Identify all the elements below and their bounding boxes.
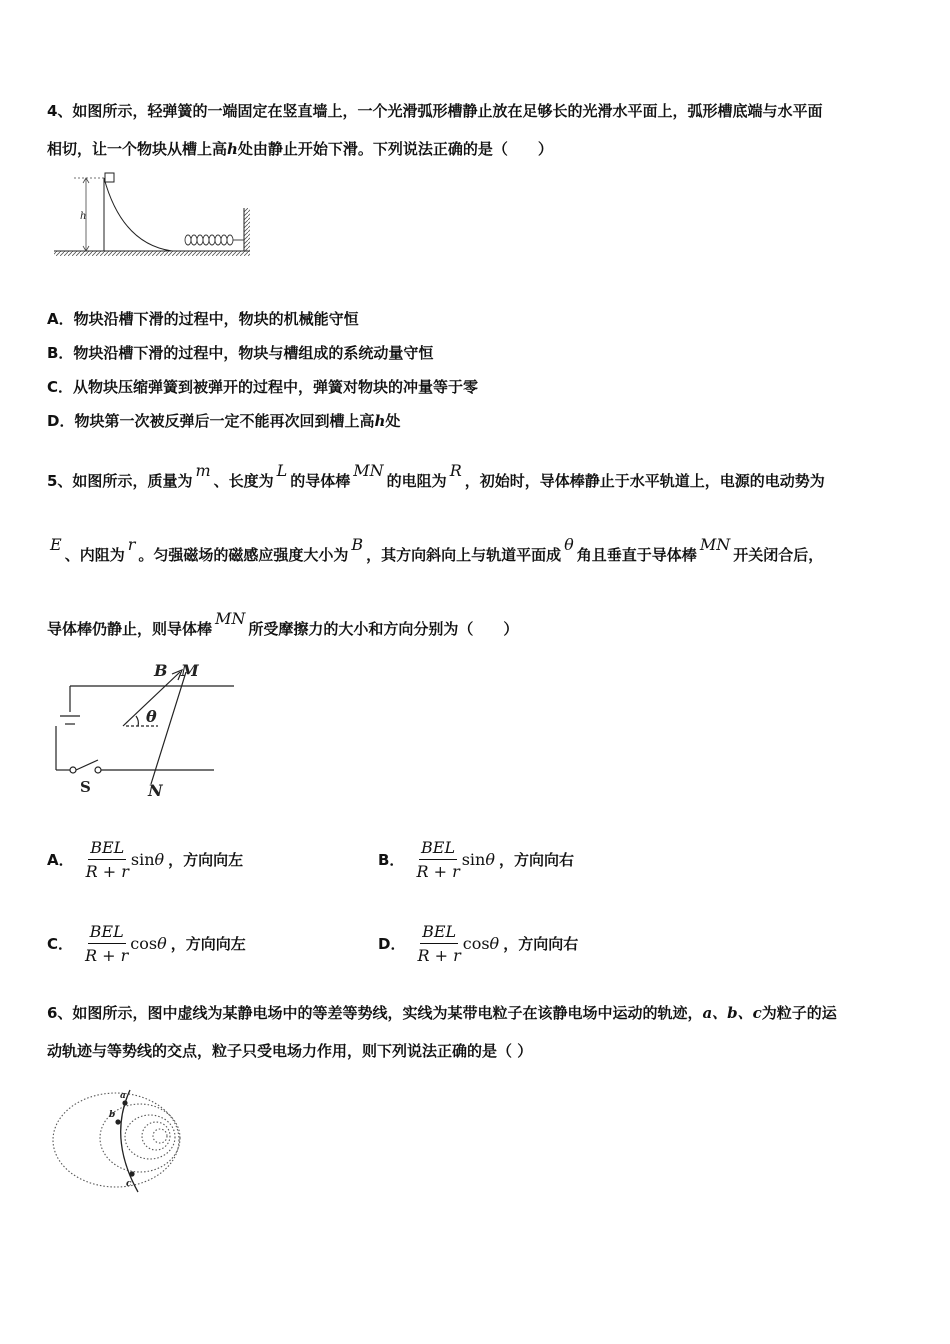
question-4-option-a[interactable]: A．物块沿槽下滑的过程中，物块的机械能守恒 (47, 310, 359, 328)
figure-label-n: N (148, 781, 163, 800)
figure-label-s: S (80, 778, 91, 796)
mass-variable: m (195, 461, 211, 480)
question-4-line-2-post: 处由静止开始下滑。下列说法正确的是（ ） (237, 140, 553, 158)
fraction (85, 922, 128, 965)
trig-expression (463, 934, 499, 953)
height-variable: h (374, 412, 386, 430)
figure-label-b: b (109, 1110, 116, 1120)
question-4-line-2 (47, 130, 907, 168)
spring-coil (185, 235, 244, 245)
question-4-figure (52, 172, 252, 262)
option-direction: ，方向向左 (168, 851, 244, 869)
rod-variable: MN (699, 535, 731, 554)
q5-text: 角且垂直于导体棒 (576, 546, 697, 564)
intersection-points: a、b、c (702, 1004, 762, 1022)
figure-label-theta: θ (146, 707, 157, 726)
question-5-option-b[interactable] (378, 838, 574, 881)
question-5-option-a[interactable] (47, 838, 243, 881)
trig-expression (130, 934, 166, 953)
trig-function: cos (462, 934, 490, 953)
figure-label-c: c (126, 1179, 132, 1189)
rod-variable: MN (353, 461, 384, 480)
angle-variable: θ (564, 535, 574, 554)
option-direction: ，方向向右 (499, 851, 575, 869)
q6-text: 为粒子的运 (761, 1004, 837, 1022)
question-5-line-3 (47, 592, 907, 666)
fraction (86, 838, 129, 881)
q5-text: ，其方向斜向上与轨道平面成 (366, 546, 562, 564)
figure-label-a: a (120, 1091, 126, 1101)
question-5-circuit-figure (48, 656, 238, 802)
option-letter: A． (47, 851, 74, 869)
q5-text: 开关闭合后， (733, 546, 824, 564)
q6-text: 6、如图所示，图中虚线为某静电场中的等差等势线，实线为某带电粒子在该静电场中运动的轨迹， (47, 1004, 703, 1022)
figure-label-m: M (181, 661, 199, 680)
question-4-option-d[interactable] (47, 410, 400, 431)
trig-variable: θ (157, 934, 167, 953)
q5-text: 所受摩擦力的大小和方向分别为（ ） (248, 620, 519, 638)
option-letter: B． (378, 851, 405, 869)
question-5-stem (47, 444, 907, 666)
q5-text: 5、如图所示，质量为 (47, 472, 193, 490)
fraction-numerator: BEL (88, 922, 126, 944)
length-variable: L (276, 461, 288, 480)
question-6-line-2: 动轨迹与等势线的交点，粒子只受电场力作用，则下列说法正确的是（ ） (47, 1042, 533, 1060)
q5-text: 的导体棒 (290, 472, 351, 490)
emf-variable: E (50, 535, 62, 554)
trig-expression (462, 850, 495, 869)
trig-function: cos (130, 934, 158, 953)
fraction-numerator: BEL (420, 922, 458, 944)
option-d-text: D．物块第一次被反弹后一定不能再次回到槽上高 (47, 412, 375, 430)
height-variable: h (227, 140, 238, 158)
trig-variable: θ (154, 850, 165, 869)
fraction-denominator: R + r (85, 946, 129, 965)
question-5-line-1 (47, 444, 907, 518)
question-4-line-1: 4、如图所示，轻弹簧的一端固定在竖直墙上，一个光滑弧形槽静止放在足够长的光滑水平面上，弧形槽底端与水平面 (47, 102, 823, 120)
option-d-suffix: 处 (385, 412, 401, 430)
trig-variable: θ (489, 934, 500, 953)
fraction-numerator: BEL (419, 838, 457, 860)
option-letter: C． (47, 935, 74, 953)
fraction-numerator: BEL (88, 838, 126, 860)
fraction (417, 922, 460, 965)
q5-text: 。匀强磁场的磁感应强度大小为 (138, 546, 349, 564)
trig-variable: θ (485, 850, 495, 869)
option-letter: D． (378, 935, 406, 953)
question-4-stem (47, 92, 907, 168)
rod-variable: MN (215, 609, 246, 628)
q5-text: 导体棒仍静止，则导体棒 (47, 620, 213, 638)
internal-resistance-variable: r (127, 535, 136, 554)
question-6-field-figure (50, 1088, 190, 1198)
figure-label-h: h (80, 211, 87, 222)
q5-text: 、长度为 (213, 472, 274, 490)
question-4-option-b[interactable]: B．物块沿槽下滑的过程中，物块与槽组成的系统动量守恒 (47, 344, 434, 362)
q5-text: ，初始时，导体棒静止于水平轨道上，电源的电动势为 (464, 472, 825, 490)
question-5-option-d[interactable] (378, 922, 578, 965)
question-6-line-1 (47, 994, 907, 1032)
fraction-denominator: R + r (417, 946, 461, 965)
fraction-denominator: R + r (416, 862, 460, 881)
resistance-variable: R (449, 461, 462, 480)
question-5-option-c[interactable] (47, 922, 246, 965)
option-direction: ，方向向左 (170, 935, 246, 953)
trig-expression (131, 850, 164, 869)
figure-label-b: B (154, 661, 168, 680)
option-direction: ，方向向右 (503, 935, 579, 953)
q5-text: 、内阻为 (64, 546, 125, 564)
field-variable: B (351, 535, 364, 554)
question-6-stem (47, 994, 907, 1070)
question-4-option-c[interactable]: C．从物块压缩弹簧到被弹开的过程中，弹簧对物块的冲量等于零 (47, 378, 479, 396)
q5-text: 的电阻为 (386, 472, 447, 490)
question-4-line-2-pre: 相切，让一个物块从槽上高 (47, 140, 228, 158)
question-5-line-2 (47, 518, 907, 592)
fraction-denominator: R + r (85, 862, 129, 881)
fraction (416, 838, 459, 881)
trig-function: sin (130, 850, 155, 869)
trig-function: sin (461, 850, 486, 869)
